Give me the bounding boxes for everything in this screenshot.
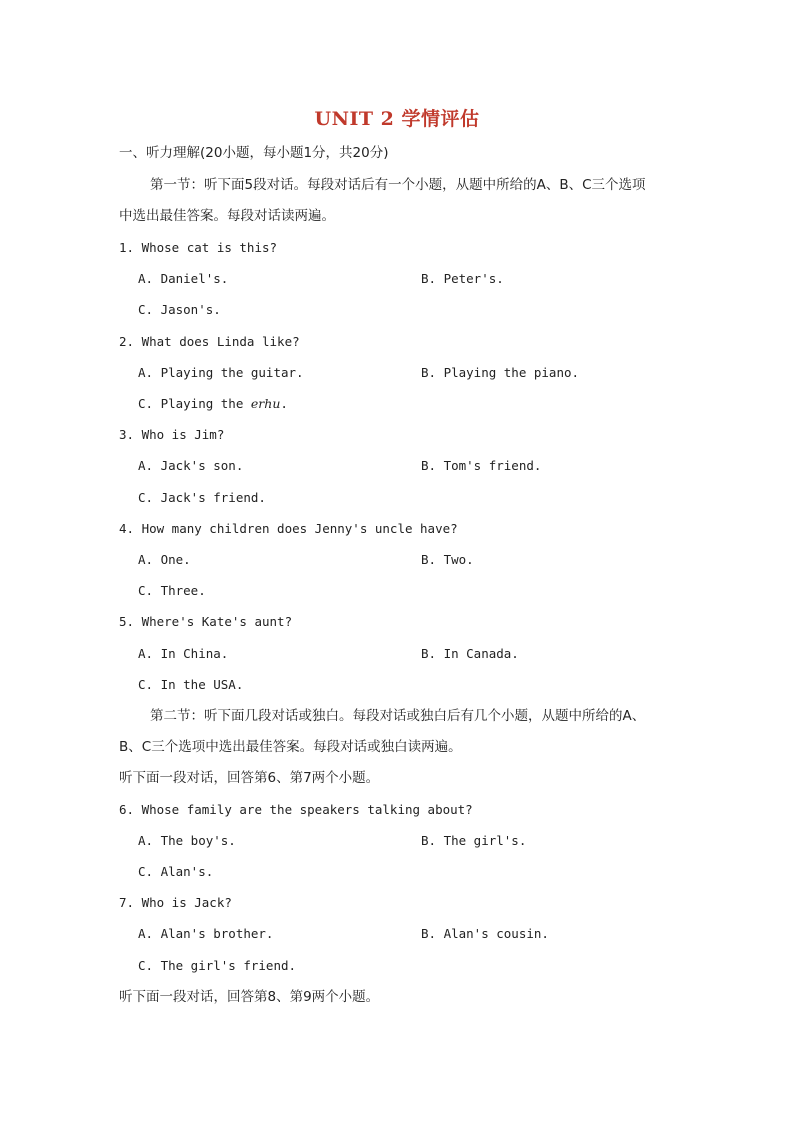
option-3b: B. Tom's friend. (421, 458, 542, 473)
option-1b: B. Peter's. (421, 271, 504, 286)
dialogue-intro-8-9: 听下面一段对话，回答第8、第9两个小题。 (119, 989, 380, 1005)
option-5b: B. In Canada. (421, 646, 519, 661)
option-6c: C. Alan's. (138, 864, 214, 879)
option-4c: C. Three. (138, 583, 206, 598)
option-6b: B. The girl's. (421, 833, 527, 848)
question-5: 5. Where's Kate's aunt? (119, 614, 293, 629)
question-2: 2. What does Linda like? (119, 334, 300, 349)
option-4b: B. Two. (421, 552, 474, 567)
option-6a: A. The boy's. (138, 833, 236, 848)
part-two-instruction: 第二节：听下面几段对话或独白。每段对话或独白后有几个小题，从题中所给的A、 (150, 708, 646, 724)
option-1a: A. Daniel's. (138, 271, 229, 286)
page-title: UNIT 2 学情评估 (314, 108, 480, 130)
section-heading: 一、听力理解(20小题，每小题1分，共20分) (119, 145, 389, 161)
option-2c (138, 395, 288, 413)
part-two-instruction-cont: B、C三个选项中选出最佳答案。每段对话或独白读两遍。 (119, 739, 462, 755)
option-2c-italic: erhu (250, 396, 281, 411)
dialogue-intro-6-7: 听下面一段对话，回答第6、第7两个小题。 (119, 770, 380, 786)
option-5c: C. In the USA. (138, 677, 244, 692)
option-1c: C. Jason's. (138, 302, 221, 317)
question-7: 7. Who is Jack? (119, 895, 232, 910)
question-6: 6. Whose family are the speakers talking about? (119, 802, 473, 817)
option-3a: A. Jack's son. (138, 458, 244, 473)
question-3: 3. Who is Jim? (119, 427, 225, 442)
option-2c-prefix: C. Playing the (138, 396, 251, 411)
option-2c-suffix: . (280, 396, 288, 411)
question-4: 4. How many children does Jenny's uncle have? (119, 521, 458, 536)
option-7b: B. Alan's cousin. (421, 926, 549, 941)
option-2a: A. Playing the guitar. (138, 365, 304, 380)
option-7a: A. Alan's brother. (138, 926, 274, 941)
question-1: 1. Whose cat is this? (119, 240, 278, 255)
option-3c: C. Jack's friend. (138, 490, 266, 505)
option-2b: B. Playing the piano. (421, 365, 580, 380)
option-5a: A. In China. (138, 646, 229, 661)
part-one-instruction: 第一节：听下面5段对话。每段对话后有一个小题，从题中所给的A、B、C三个选项 (150, 177, 646, 193)
part-one-instruction-cont: 中选出最佳答案。每段对话读两遍。 (119, 208, 335, 224)
option-7c: C. The girl's friend. (138, 958, 297, 973)
option-4a: A. One. (138, 552, 191, 567)
